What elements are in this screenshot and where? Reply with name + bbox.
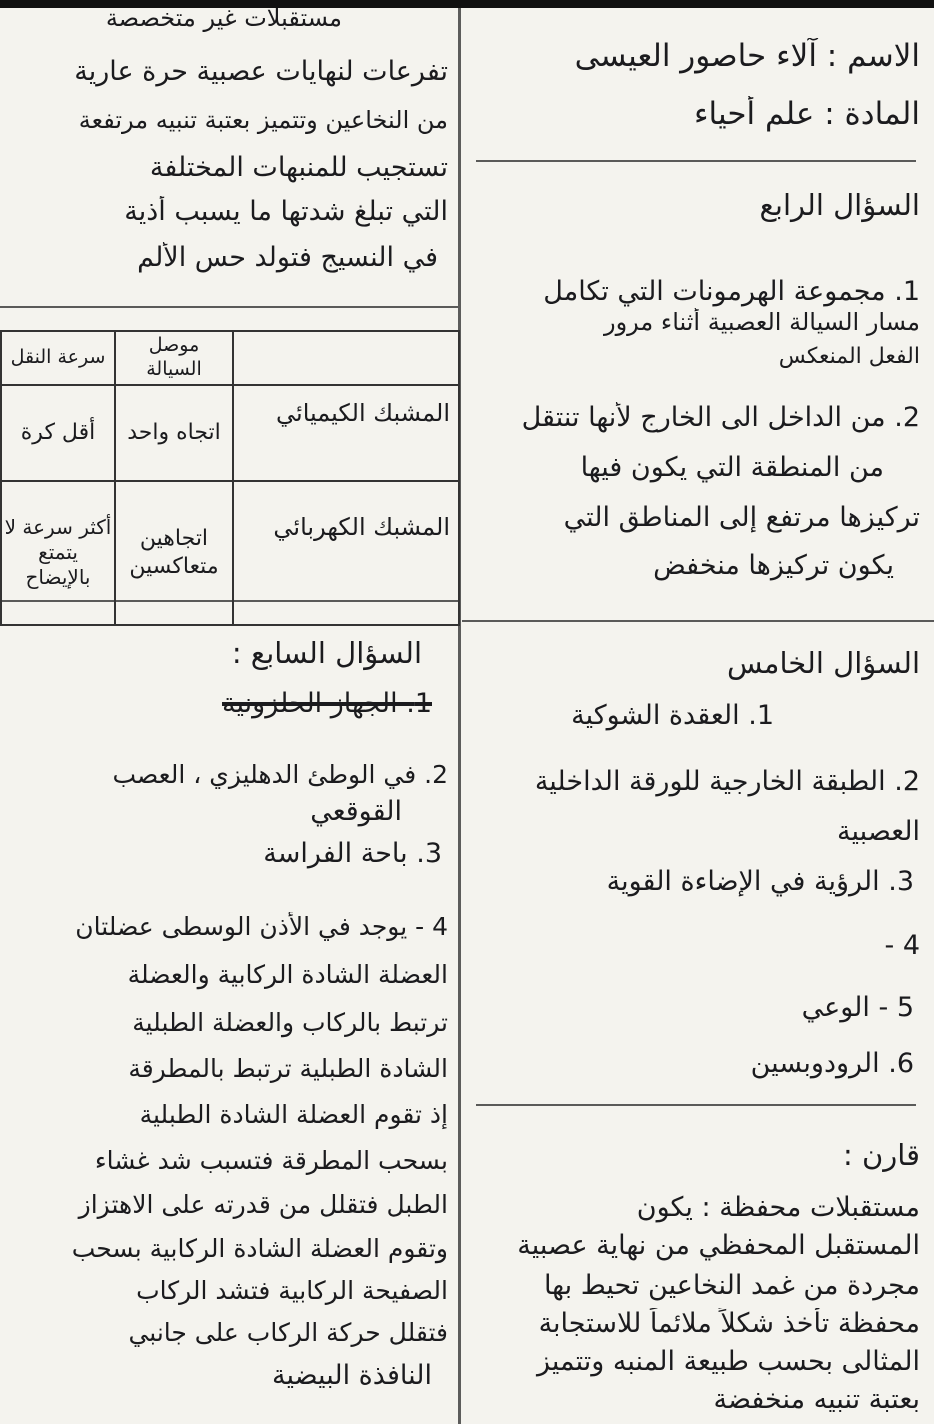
top-border: [0, 0, 934, 8]
compare-line: المستقبل المحفظي من نهاية عصبية: [517, 1230, 920, 1261]
right-column: [462, 8, 934, 1424]
q7-title: السؤال السابع :: [231, 636, 422, 670]
divider: [462, 620, 934, 622]
q7-answer-4-cont: الشادة الطبلية ترتبط بالمطرقة: [128, 1054, 448, 1083]
q7-answer-4-cont: الطبل فتقلل من قدرته على الاهتزاز: [78, 1190, 448, 1219]
q5-answer-2: 2. الطبقة الخارجية للورقة الداخلية: [534, 766, 920, 797]
q5-answer-1: 1. العقدة الشوكية: [571, 700, 774, 731]
q4-answer-2-cont: تركيزها مرتفع إلى المناطق التي: [563, 502, 920, 533]
divider: [0, 306, 458, 308]
compare-line: بعتبة تنبيه منخفضة: [713, 1384, 920, 1415]
synapse-comparison-table: [0, 330, 460, 626]
q7-answer-2-cont: القوقعي: [310, 796, 402, 827]
q5-answer-5: 5 - الوعي: [801, 992, 914, 1023]
pain-answer-line: تستجيب للمنبهات المختلفة: [149, 152, 448, 183]
q5-answer-6: 6. الرودوبسين: [750, 1048, 914, 1079]
divider: [476, 1104, 916, 1106]
q5-answer-2-cont: العصبية: [837, 816, 920, 847]
table-header: سرعة النقل: [1, 331, 115, 385]
compare-title: قارن :: [843, 1138, 920, 1172]
left-column: [0, 8, 462, 1424]
table-row: [1, 481, 459, 625]
q4-answer-1: 1. مجموعة الهرمونات التي تكامل: [543, 276, 920, 307]
table-header: [233, 331, 459, 385]
table-cell: أقل كرة: [1, 385, 115, 481]
student-name: الاسم : آلاء حاصور العيسى: [574, 38, 920, 74]
q7-answer-2: 2. في الوطئ الدهليزي ، العصب: [112, 760, 448, 789]
table-row: [1, 385, 459, 481]
table-cell: اتجاهين متعاكسين: [115, 481, 233, 625]
table-cell: المشبك الكيميائي: [233, 385, 459, 481]
table-header: موصل السيالة: [115, 331, 233, 385]
q4-answer-2-cont: من المنطقة التي يكون فيها: [580, 452, 884, 483]
header-fragment: مستقبلات غير متخصصة: [105, 8, 342, 32]
q7-answer-4-cont: الصفيحة الركابية فتشد الركاب: [136, 1276, 448, 1305]
q4-answer-2: 2. من الداخل الى الخارج لأنها تنتقل: [521, 402, 920, 433]
pain-answer-line: في النسيج فتولد حس الألم: [137, 242, 438, 273]
table-header-row: [1, 331, 459, 385]
compare-line: المثالى بحسب طبيعة المنبه وتتميز: [536, 1346, 920, 1377]
pain-answer-line: التي تبلغ شدتها ما يسبب أذية: [124, 196, 448, 227]
q7-answer-4-cont: وتقوم العضلة الشادة الركابية بسحب: [71, 1234, 448, 1263]
compare-line: محفظة تأخذ شكلاً ملائماً للاستجابة: [538, 1308, 920, 1339]
q5-title: السؤال الخامس: [726, 646, 920, 680]
q4-answer-2-cont: يكون تركيزها منخفض: [653, 550, 894, 581]
q7-answer-4-cont: إذ تقوم العضلة الشادة الطبلية: [139, 1100, 448, 1129]
table-cell: اتجاه واحد: [115, 385, 233, 481]
table-cell: المشبك الكهربائي: [233, 481, 459, 625]
q7-answer-4-cont: ترتبط بالركاب والعضلة الطبلية: [132, 1008, 448, 1037]
q4-answer-1-cont: مسار السيالة العصبية أثناء مرور: [604, 308, 920, 336]
divider: [0, 600, 458, 602]
subject-line: المادة : علم أحياء: [693, 96, 920, 132]
q7-answer-4-cont: العضلة الشادة الركابية والعضلة: [127, 960, 448, 989]
q7-answer-3: 3. باحة الفراسة: [263, 838, 442, 869]
q7-answer-4-cont: فتقلل حركة الركاب على جانبي: [128, 1318, 448, 1347]
pain-answer-line: من النخاعين وتتميز بعتبة تنبيه مرتفعة: [78, 106, 448, 134]
pain-answer-line: تفرعات لنهايات عصبية حرة عارية: [74, 56, 448, 87]
q4-answer-1-cont: الفعل المنعكس: [778, 344, 920, 369]
q7-answer-4-cont: النافذة البيضية: [272, 1360, 432, 1391]
q4-title: السؤال الرابع: [759, 188, 920, 222]
q7-answer-4-cont: بسحب المطرقة فتسبب شد غشاء: [94, 1146, 448, 1175]
q5-answer-4: 4 -: [884, 930, 920, 961]
compare-line: مجردة من غمد النخاعين تحيط بها: [543, 1270, 920, 1301]
compare-line: مستقبلات محفظة : يكون: [636, 1192, 920, 1223]
q7-answer-4: 4 - يوجد في الأذن الوسطى عضلتان: [75, 912, 448, 941]
divider: [476, 160, 916, 162]
q7-answer-1: 1. الجهاز الحلزونية: [222, 688, 432, 719]
table-cell: أكثر سرعة لا يتمتع بالإيضاح: [1, 481, 115, 625]
q5-answer-3: 3. الرؤية في الإضاءة القوية: [606, 866, 914, 897]
